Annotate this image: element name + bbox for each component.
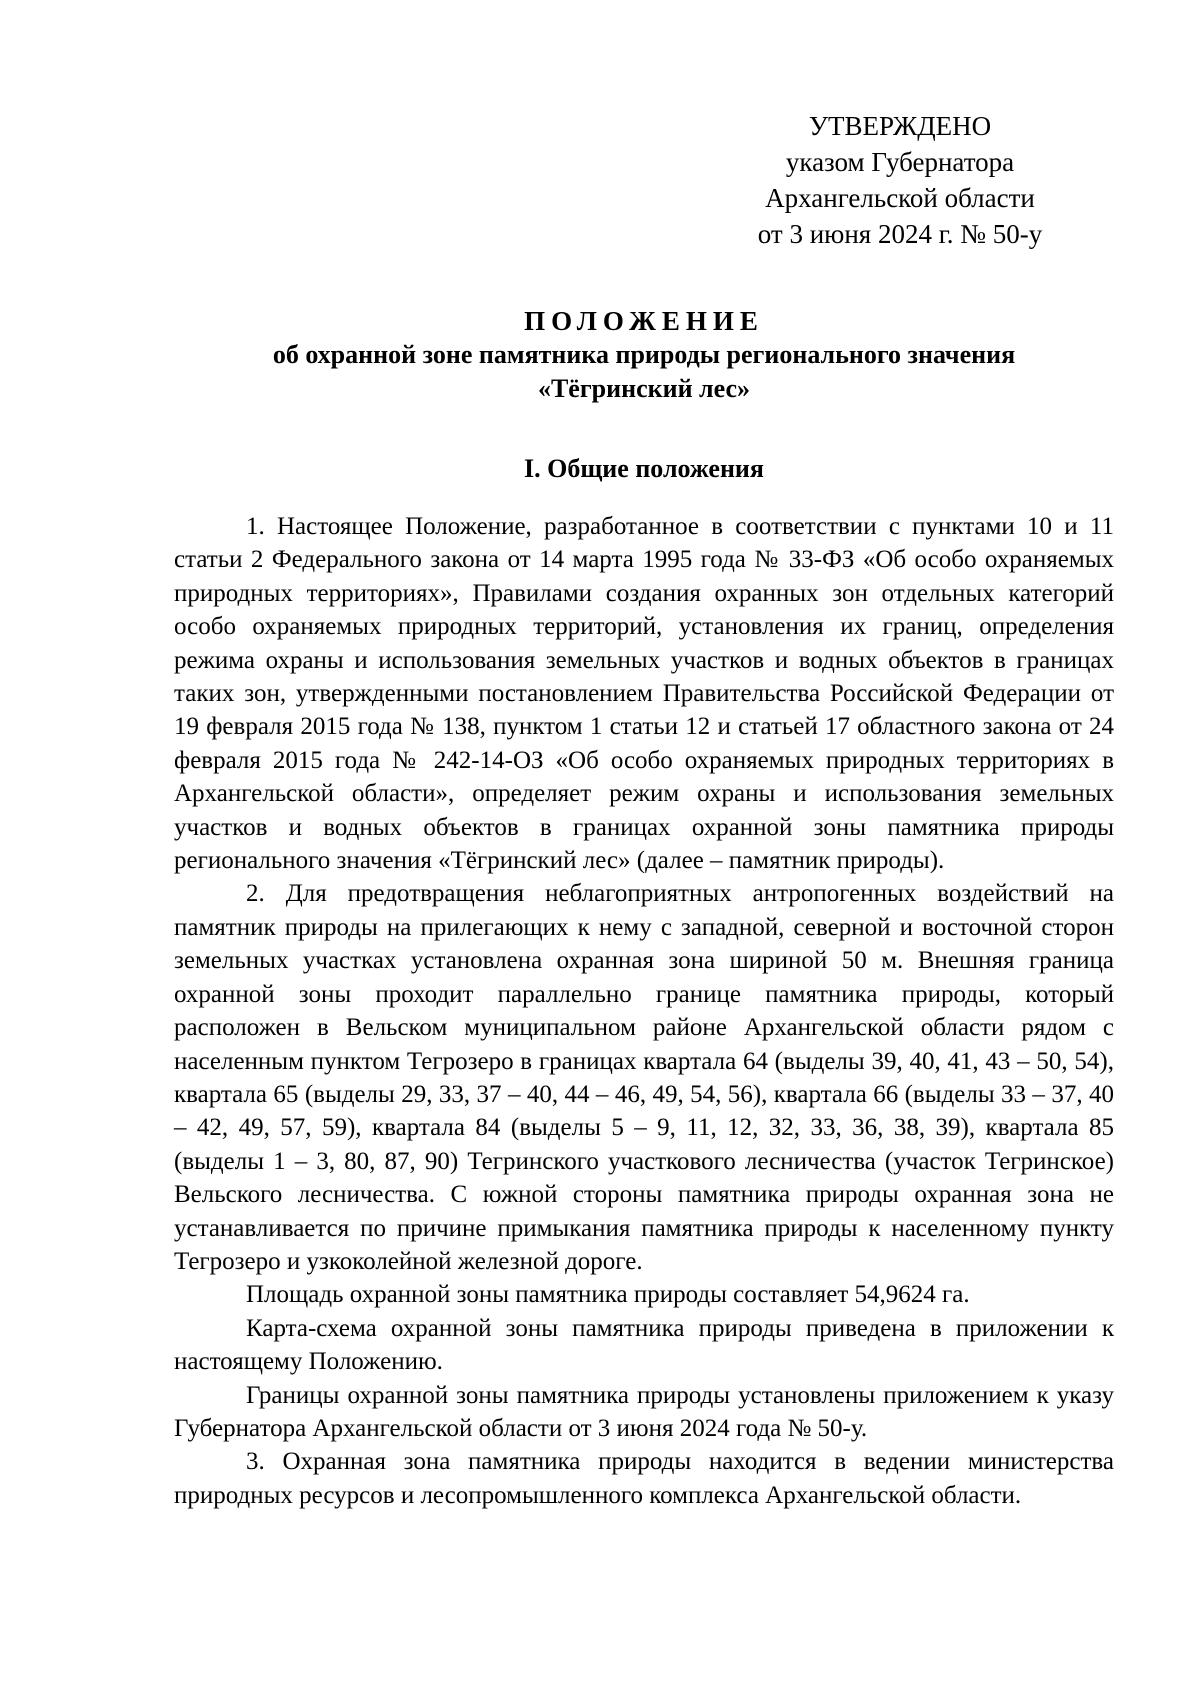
paragraph-3: 3. Охранная зона памятника природы находится в ведении министерства природных ресурсов и лесопромышленного комплекса Архангельской области. — [174, 1448, 1114, 1509]
approval-date-number: от 3 июня 2024 г. № 50-у — [757, 219, 1043, 249]
approval-stamp-block — [730, 108, 1070, 252]
document-title: ПОЛОЖЕНИЕ — [524, 306, 764, 336]
approval-region: Архангельской области — [765, 183, 1035, 213]
paragraph-2: 2. Для предотвращения неблагоприятных антропогенных воздействий на памятник природы на прилегающих к нему с западной, северной и восточной сторон земельных участках установлена охранная зона шириной 50 м. Внешняя граница охранной зоны проходит параллельно границе памятника природы, который расположен в Вельском муниципальном районе Архангельской области рядом с населенным пунктом Тегрозеро в границах квартала 64 (выделы 39, 40, 41, 43 – 50, 54), квартала 65 (выделы 29, 33, 37 – 40, 44 – 46, 49, 54, 56), квартала 66 (выделы 33 – 37, 40 – 42, 49, 57, 59), квартала 84 (выделы 5 – 9, 11, 12, 32, 33, 36, 38, 39), квартала 85 (выделы 1 – 3, 80, 87, 90) Тегринского участкового лесничества (участок Тегринское) Вельского лесничества. С южной стороны памятника природы охранная зона не устанавливается по причине примыкания памятника природы к населенному пункту Тегрозеро и узкоколейной железной дороге. — [174, 880, 1114, 1275]
document-subtitle-line2: «Тёгринский лес» — [537, 374, 751, 403]
approval-title: УТВЕРЖДЕНО — [808, 111, 992, 141]
paragraph-1: 1. Настоящее Положение, разработанное в соответствии с пунктами 10 и 11 статьи 2 Федерального закона от 14 марта 1995 года № 33-ФЗ «Об особо охраняемых природных территориях», Правилами создания охранных зон отдельных категорий особо охраняемых природных территорий, установления их границ, определения режима охраны и использования земельных участков и водных объектов в границах таких зон, утвержденными постановлением Правительства Российской Федерации от 19 февраля 2015 года № 138, пунктом 1 статьи 12 и статьей 17 областного закона от 24 февраля 2015 года № 242-14-ОЗ «Об особо охраняемых природных территориях в Архангельской области», определяет режим охраны и использования земельных участков и водных объектов в границах охранной зоны памятника природы регионального значения «Тёгринский лес» (далее – памятник природы). — [174, 513, 1114, 875]
section-heading: I. Общие положения — [524, 454, 764, 483]
paragraph-area: Площадь охранной зоны памятника природы составляет 54,9624 га. — [246, 1281, 970, 1309]
approval-authority: указом Губернатора — [785, 147, 1015, 177]
document-title-block — [174, 304, 1114, 406]
section-body — [174, 510, 1114, 1512]
document-subtitle-line1: об охранной зоне памятника природы регионального значения — [272, 340, 1016, 369]
paragraph-boundaries: Границы охранной зоны памятника природы установлены приложением к указу Губернатора Архангельской области от 3 июня 2024 года № 50-у. — [174, 1381, 1114, 1442]
paragraph-map-reference: Карта-схема охранной зоны памятника природы приведена в приложении к настоящему Положению. — [174, 1314, 1114, 1376]
